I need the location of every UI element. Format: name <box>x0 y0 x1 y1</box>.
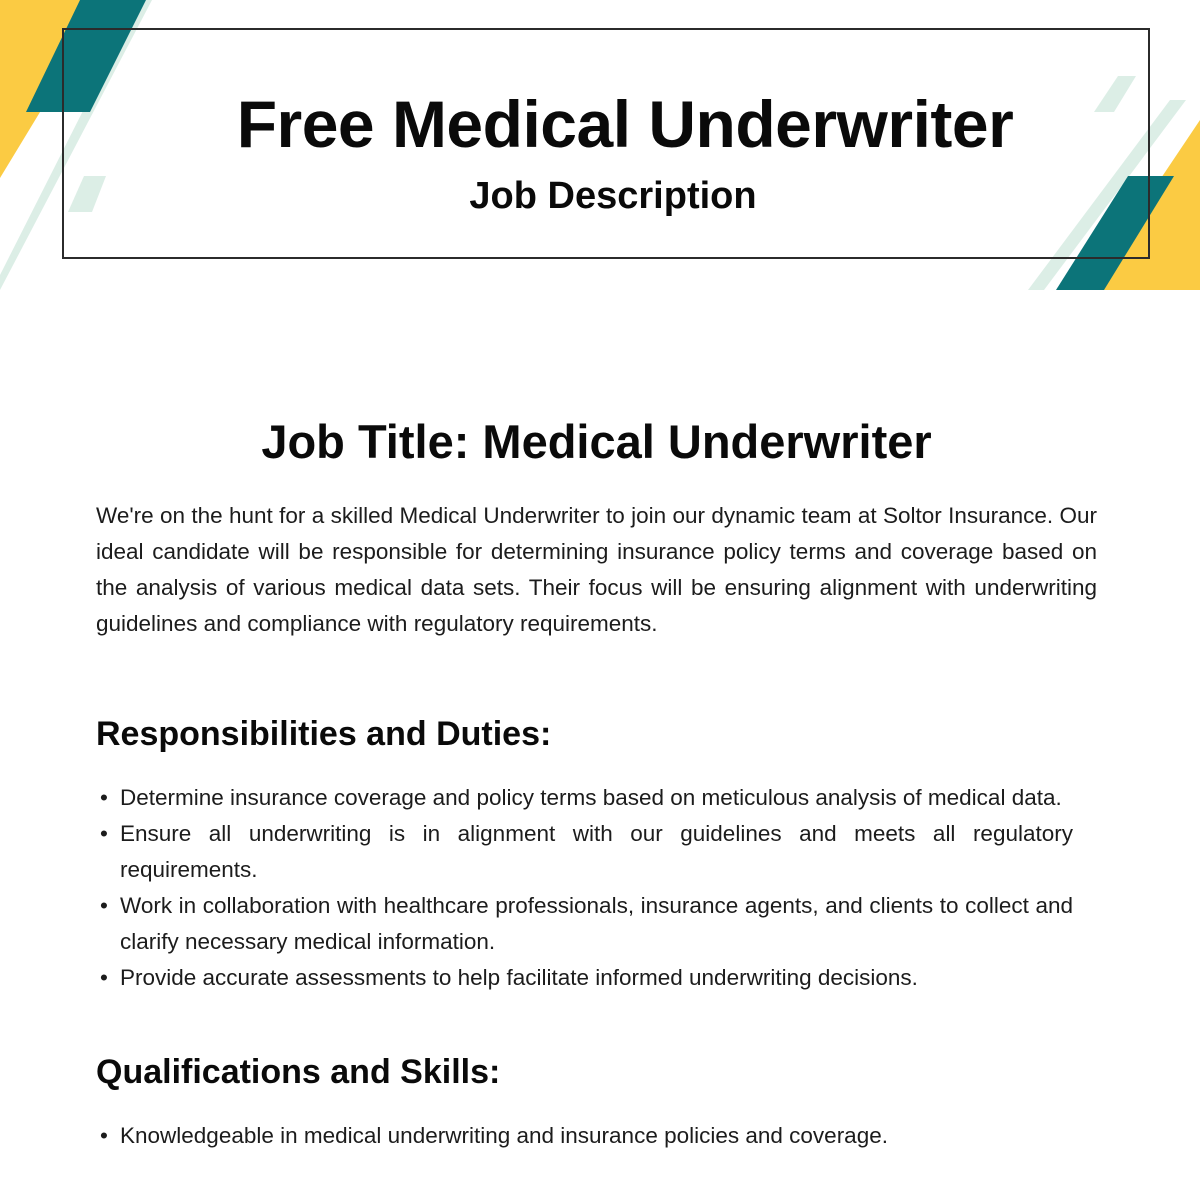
job-title: Job Title: Medical Underwriter <box>261 415 932 468</box>
responsibilities-heading: Responsibilities and Duties: <box>96 715 552 753</box>
list-item: • Ensure all underwriting is in alignment with our guidelines and meets all regulatory requirements. <box>96 816 1073 888</box>
list-item: • Determine insurance coverage and policy terms based on meticulous analysis of medical data. <box>96 780 1073 816</box>
qualifications-heading: Qualifications and Skills: <box>96 1053 501 1091</box>
responsibilities-list <box>96 780 1073 996</box>
list-item: • Provide accurate assessments to help facilitate informed underwriting decisions. <box>96 960 1073 996</box>
header-title: Free Medical Underwriter <box>236 87 1014 161</box>
list-item: • Work in collaboration with healthcare professionals, insurance agents, and clients to collect and clarify necessary medical information. <box>96 888 1073 960</box>
document-body <box>96 412 1097 1154</box>
header-subtitle: Job Description <box>469 175 757 217</box>
list-item: • Knowledgeable in medical underwriting and insurance policies and coverage. <box>96 1118 1073 1154</box>
job-intro-paragraph: We're on the hunt for a skilled Medical Underwriter to join our dynamic team at Soltor Insurance. Our ideal candidate will be responsible for determining insurance policy terms and coverage based on the analysis of various medical data sets. Their focus will be ensuring alignment with underwriting guidelines and compliance with regulatory requirements. <box>96 503 1097 636</box>
qualifications-list <box>96 1118 1073 1154</box>
